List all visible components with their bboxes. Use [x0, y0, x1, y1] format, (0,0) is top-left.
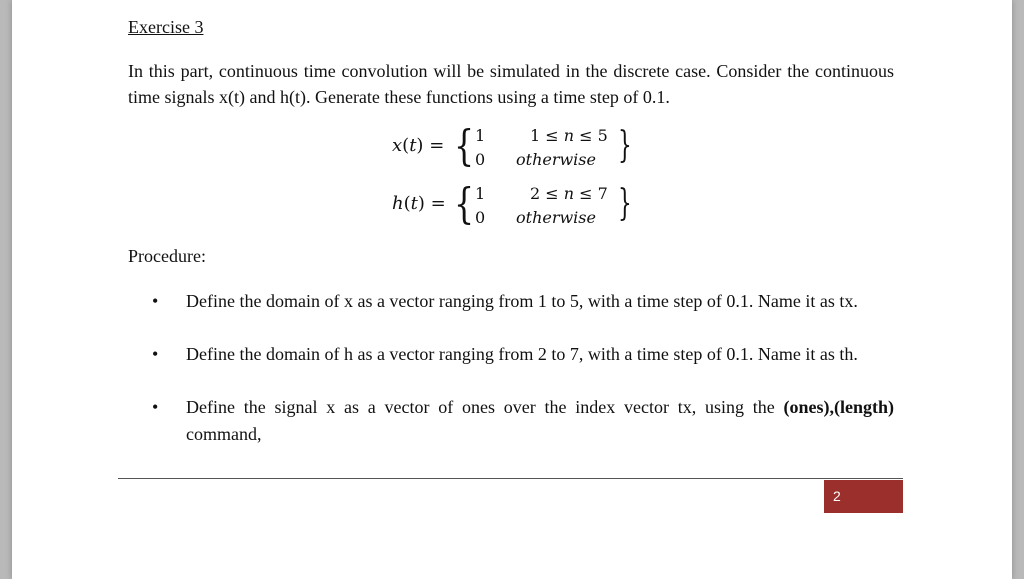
procedure-heading: Procedure: [128, 246, 206, 266]
bullet-icon: • [152, 397, 159, 417]
page-number-badge: 2 [824, 480, 903, 513]
footer-divider [118, 478, 903, 479]
equation-h-cond-0: otherwise [516, 208, 596, 227]
equation-h-lhs: h(t) = [392, 193, 446, 214]
equation-x-value-0: 0 [475, 150, 486, 169]
exercise-title: Exercise 3 [128, 17, 204, 37]
equation-h-value-1: 1 [475, 184, 486, 203]
list-item-text: Define the signal x as a vector of ones over the index vector tx, using the (ones),(length) command, [186, 397, 894, 444]
bullet-icon: • [152, 344, 159, 364]
equation-x-cond-1: 1 ≤ 𝑛 ≤ 5 [530, 126, 608, 145]
equation-x-cond-0: otherwise [516, 150, 596, 169]
list-item-text: Define the domain of h as a vector ranging from 2 to 7, with a time step of 0.1. Name it as th. [186, 344, 858, 364]
equation-h-cond-1: 2 ≤ 𝑛 ≤ 7 [530, 184, 608, 203]
equation-x-value-1: 1 [475, 126, 486, 145]
command-names: (ones),(length) [783, 397, 894, 417]
bullet-icon: • [152, 291, 159, 311]
equation-x-right-brace: } [618, 125, 632, 166]
equation-h-right-brace: } [618, 183, 632, 224]
list-item-text: Define the domain of x as a vector ranging from 1 to 5, with a time step of 0.1. Name it as tx. [186, 291, 858, 311]
document-page [12, 0, 1012, 579]
equation-x-lhs: x(t) = [392, 135, 445, 156]
equation-h-left-brace: { [454, 179, 475, 228]
equation-x-left-brace: { [454, 121, 475, 170]
intro-paragraph: In this part, continuous time convolution will be simulated in the discrete case. Consider the continuous time signals x(t) and h(t). Generate these functions using a time step of 0.1. [128, 61, 894, 107]
equation-h-value-0: 0 [475, 208, 486, 227]
